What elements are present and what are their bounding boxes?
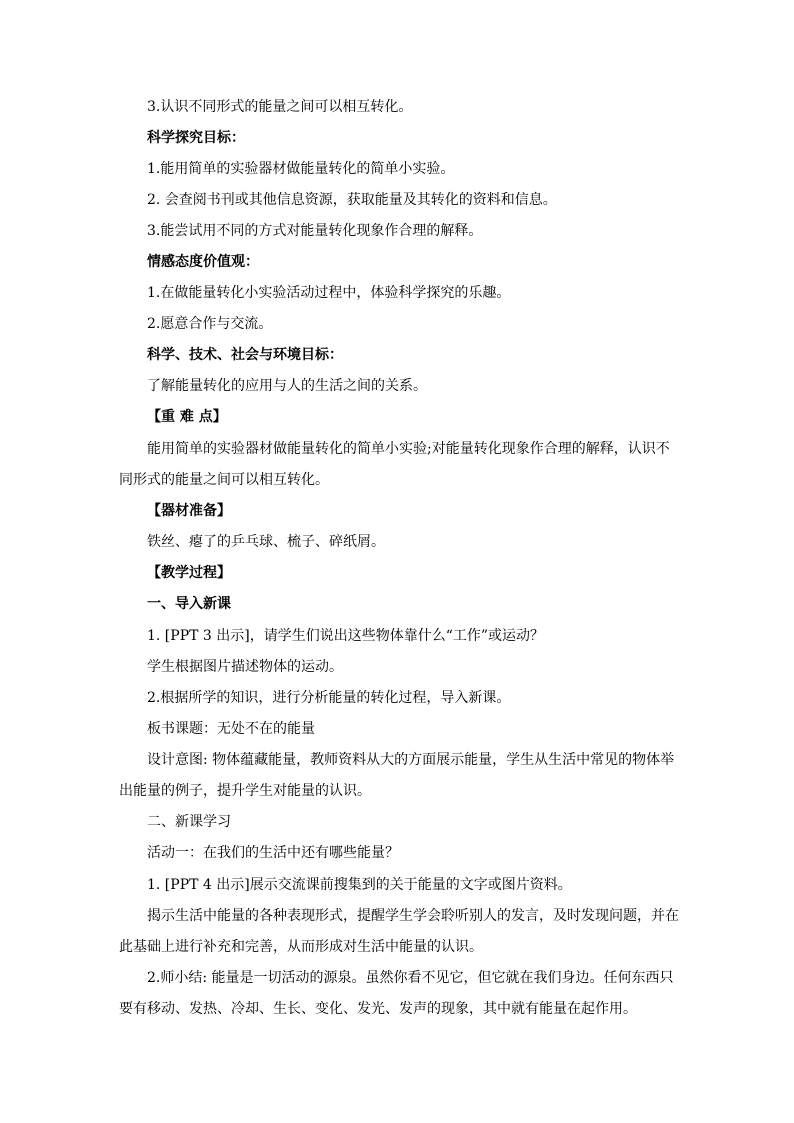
paragraph-line: 同形式的能量之间可以相互转化。 bbox=[119, 472, 329, 488]
section-heading: 一、导入新课 bbox=[147, 596, 231, 612]
paragraph-line: 2.愿意合作与交流。 bbox=[147, 316, 273, 332]
paragraph-line: 要有移动、发热、冷却、生长、变化、发光、发声的现象，其中就有能量在起作用。 bbox=[119, 1001, 637, 1017]
paragraph-line: 铁丝、瘪了的乒乓球、梳子、碎纸屑。 bbox=[147, 534, 385, 550]
paragraph-line: 板书课题：无处不在的能量 bbox=[147, 721, 315, 737]
paragraph-line: 二、新课学习 bbox=[147, 814, 231, 830]
paragraph-line: 此基础上进行补充和完善，从而形成对生活中能量的认识。 bbox=[119, 939, 483, 955]
paragraph-line: 2. 会查阅书刊或其他信息资源，获取能量及其转化的资料和信息。 bbox=[147, 192, 557, 208]
paragraph-line: 学生根据图片描述物体的运动。 bbox=[147, 659, 343, 675]
section-heading: 【重 难 点】 bbox=[147, 409, 227, 425]
paragraph-line: 活动一：在我们的生活中还有哪些能量？ bbox=[147, 845, 399, 861]
section-heading: 情感态度价值观： bbox=[147, 254, 259, 270]
paragraph-line: 能用简单的实验器材做能量转化的简单小实验;对能量转化现象作合理的解释，认识不 bbox=[147, 441, 670, 457]
paragraph-line: 2.师小结: 能量是一切活动的源泉。虽然你看不见它，但它就在我们身边。任何东西只 bbox=[147, 970, 674, 986]
paragraph-line: 1. [PPT 3 出示]，请学生们说出这些物体靠什么“工作”或运动？ bbox=[147, 628, 545, 644]
section-heading: 【教学过程】 bbox=[147, 565, 231, 581]
paragraph-line: 2.根据所学的知识，进行分析能量的转化过程，导入新课。 bbox=[147, 690, 511, 706]
paragraph-line: 1. [PPT 4 出示]展示交流课前搜集到的关于能量的文字或图片资料。 bbox=[147, 877, 572, 893]
paragraph-line: 出能量的例子，提升学生对能量的认识。 bbox=[119, 783, 371, 799]
section-heading: 【器材准备】 bbox=[147, 503, 231, 519]
paragraph-line: 揭示生活中能量的各种表现形式，提醒学生学会聆听别人的发言，及时发现问题，并在 bbox=[147, 908, 679, 924]
paragraph-line: 设计意图: 物体蕴藏能量，教师资料从大的方面展示能量，学生从生活中常见的物体举 bbox=[147, 752, 675, 768]
paragraph-line: 3.能尝试用不同的方式对能量转化现象作合理的解释。 bbox=[147, 223, 483, 239]
paragraph-line: 了解能量转化的应用与人的生活之间的关系。 bbox=[147, 378, 427, 394]
paragraph-line: 1.能用简单的实验器材做能量转化的简单小实验。 bbox=[147, 161, 455, 177]
paragraph-line: 3.认识不同形式的能量之间可以相互转化。 bbox=[147, 99, 413, 115]
section-heading: 科学、技术、社会与环境目标： bbox=[147, 347, 343, 363]
section-heading: 科学探究目标： bbox=[147, 130, 245, 146]
paragraph-line: 1.在做能量转化小实验活动过程中，体验科学探究的乐趣。 bbox=[147, 285, 511, 301]
